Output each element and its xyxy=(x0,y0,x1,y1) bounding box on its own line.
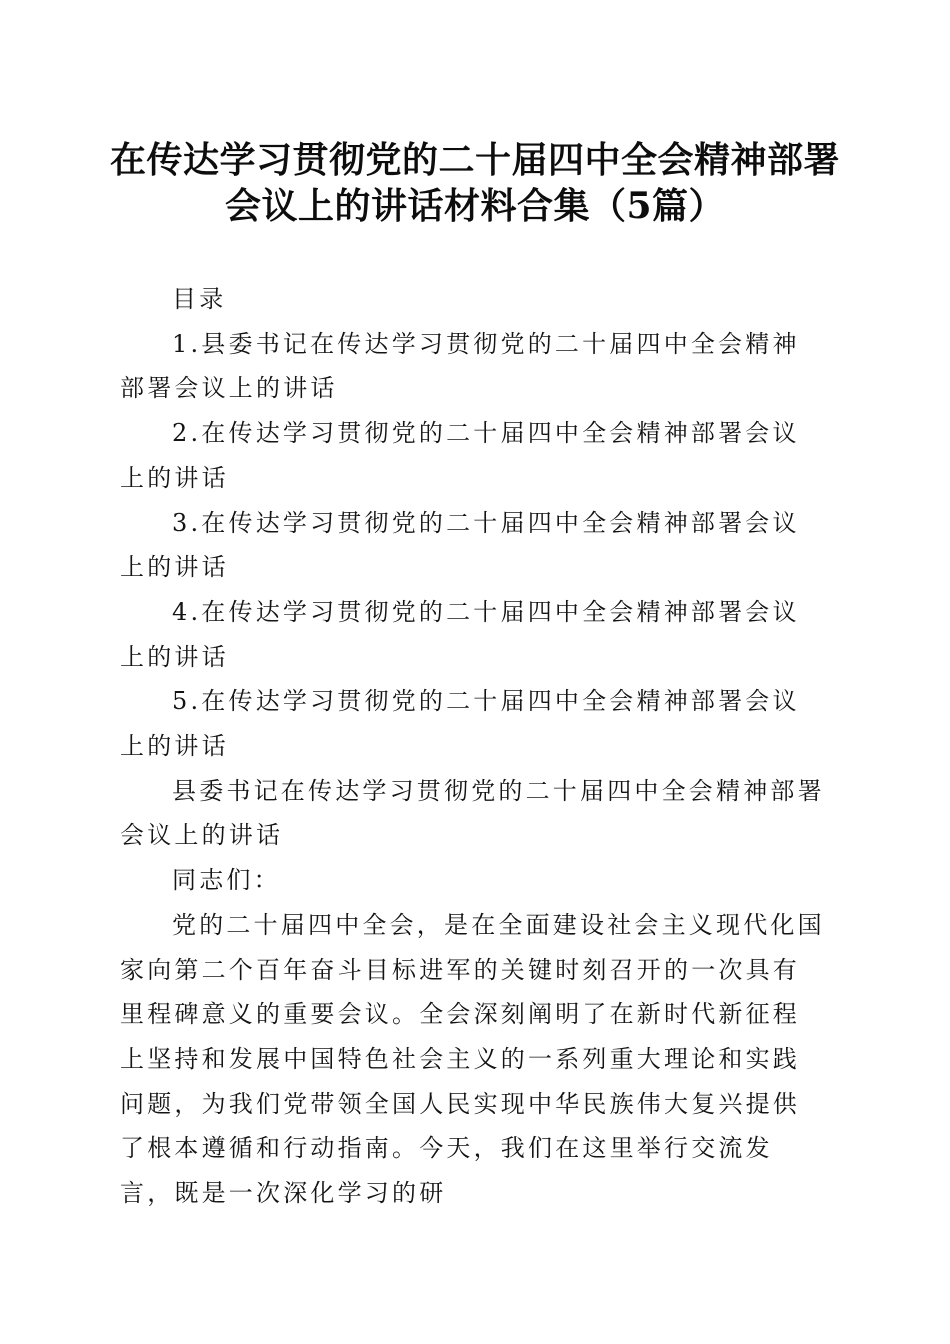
toc-heading: 目录 xyxy=(172,285,227,313)
salutation: 同志们： xyxy=(172,866,281,895)
body-paragraph-1: 党的二十届四中全会，是在全面建设社会主义现代化国家向第二个百年奋斗目标进军的关键时刻召开的一次具有里程碑意义的重要会议。全会深刻阐明了在新时代新征程上坚持和发展中国特色社会主义的一系列重大理论和实践问题，为我们党带领全国人民实现中华民族伟大复兴提供了根本遵循和行动指南。今天，我们在这里举行交流发言，既是一次深化学习的研 xyxy=(120,910,825,1208)
document-body xyxy=(120,277,825,1216)
toc-item-2: 2.在传达学习贯彻党的二十届四中全会精神部署会议上的讲话 xyxy=(120,419,800,492)
section-title: 县委书记在传达学习贯彻党的二十届四中全会精神部署会议上的讲话 xyxy=(120,776,825,850)
toc-item-4: 4.在传达学习贯彻党的二十届四中全会精神部署会议上的讲话 xyxy=(120,597,800,671)
toc-item-5: 5.在传达学习贯彻党的二十届四中全会精神部署会议上的讲话 xyxy=(120,687,800,761)
toc-item-3: 3.在传达学习贯彻党的二十届四中全会精神部署会议上的讲话 xyxy=(120,508,800,582)
document-title xyxy=(100,137,850,229)
document-title-line-1: 在传达学习贯彻党的二十届四中全会精神部署 xyxy=(109,139,840,181)
document-title-line-2: 会议上的讲话材料合集（5篇） xyxy=(224,185,726,227)
toc-item-1: 1.县委书记在传达学习贯彻党的二十届四中全会精神部署会议上的讲话 xyxy=(120,329,800,403)
